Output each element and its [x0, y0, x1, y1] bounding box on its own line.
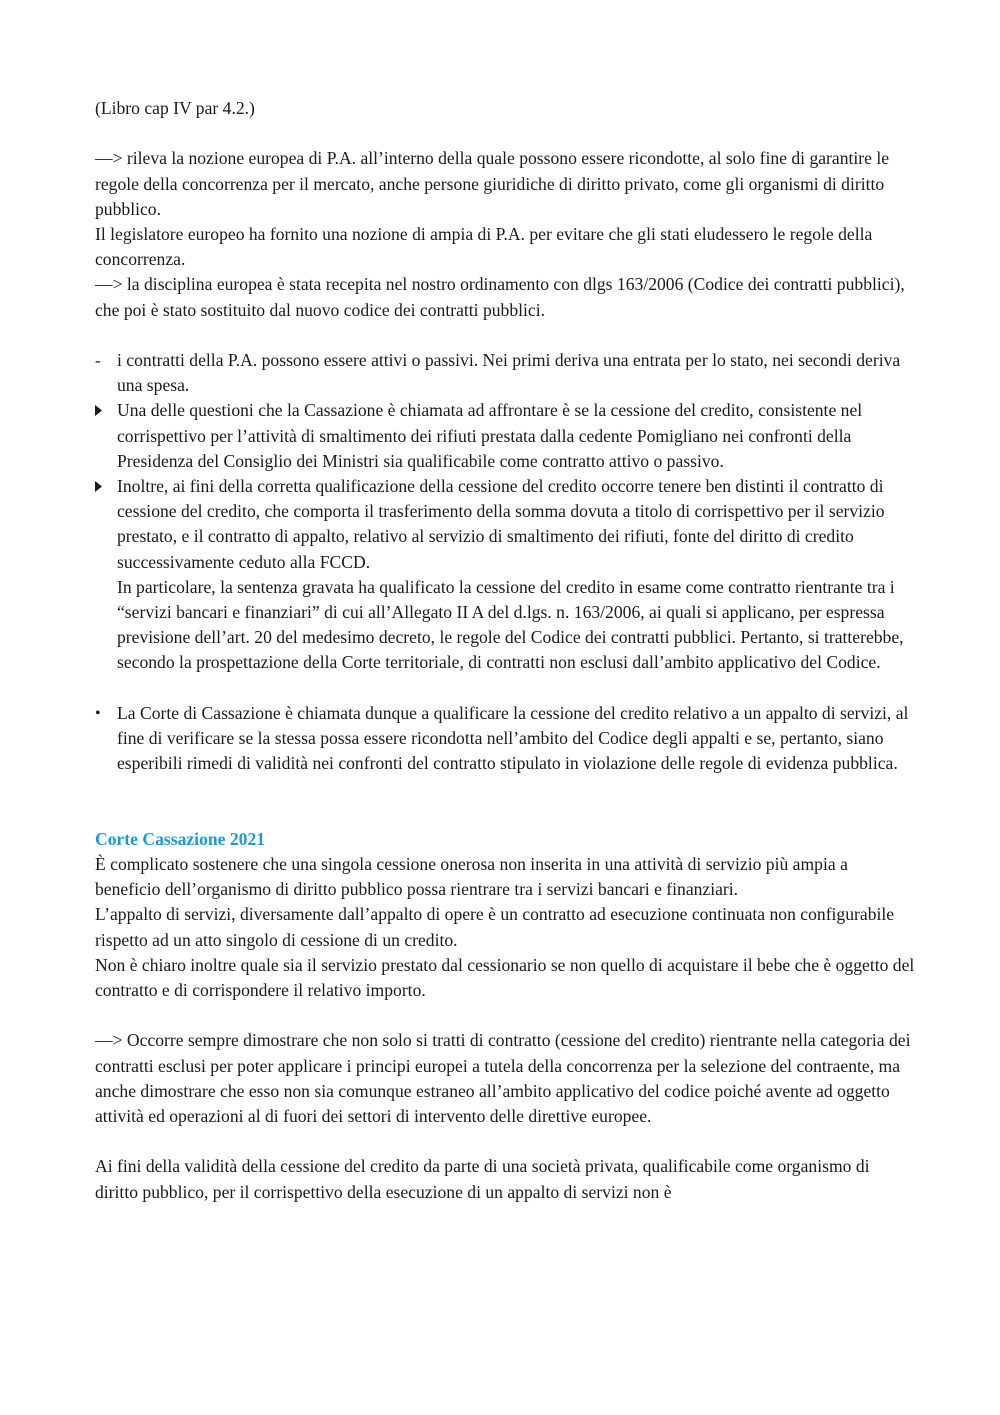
closing-paragraph: Ai fini della validità della cessione del credito da parte di una società privata, qualificabile come organismo di diritto pubblico, per il corrispettivo della esecuzione di un appalto di servizi non è — [95, 1156, 870, 1202]
section-paragraph-3: Non è chiaro inoltre quale sia il servizio prestato dal cessionario se non quello di acquistare il bebe che è oggetto del contratto e di corrispondere il relativo importo. — [95, 954, 915, 1001]
section-heading: Corte Cassazione 2021 — [95, 828, 266, 849]
triangle-bullet-icon — [95, 474, 109, 492]
chapter-reference: (Libro cap IV par 4.2.) — [95, 98, 255, 118]
intro-paragraph-1: —> rileva la nozione europea di P.A. all’interno della quale possono essere ricondotte, al solo fine di garantire le regole della concorrenza per il mercato, anche persone giuridiche di diritto privato, come gli organismi di diritto pubblico. — [95, 148, 890, 219]
list-item-text: La Corte di Cassazione è chiamata dunque a qualificare la cessione del credito relativo a un appalto di servizi, al fine di verificare se la stessa possa essere ricondotta nell’ambito del Codice degli appalti e se, pertanto, siano esperibili rimedi di validità nei confronti del contratto stipulato in violazione delle regole di evidenza pubblica. — [117, 702, 909, 774]
list-item — [95, 474, 915, 676]
list-item — [95, 701, 915, 777]
list-item-text: i contratti della P.A. possono essere attivi o passivi. Nei primi deriva una entrata per lo stato, nei secondi deriva una spesa. — [117, 350, 901, 396]
triangle-bullet-icon — [95, 398, 109, 416]
spacer — [95, 776, 915, 826]
list-item — [95, 398, 915, 474]
spacer — [95, 1003, 915, 1028]
section-arrow-paragraph: —> Occorre sempre dimostrare che non solo si tratti di contratto (cessione del credito) rientrante nella categoria dei contratti esclusi per poter applicare i principi europei a tutela della concorrenza per la selezione del contraente, ma anche dimostrare che esso non sia comunque estraneo all’ambito applicativo del codice poiché avente ad oggetto attività ed operazioni al di fuori dei settori di intervento delle direttive europee. — [95, 1030, 911, 1127]
intro-paragraph-3: —> la disciplina europea è stata recepita nel nostro ordinamento con dlgs 163/2006 (Codice dei contratti pubblici), che poi è stato sostituito dal nuovo codice dei contratti pubblici. — [95, 274, 905, 320]
bullet-dot-icon: • — [95, 704, 101, 722]
list-item — [95, 348, 915, 398]
spacer — [95, 323, 915, 348]
section-paragraph-1: È complicato sostenere che una singola cessione onerosa non inserita in una attività di servizio più ampia a beneficio dell’organismo di diritto pubblico possa rientrare tra i servizi bancari e finanziari. — [95, 854, 848, 900]
dash-marker-icon: - — [95, 351, 101, 370]
spacer — [95, 676, 915, 701]
list-item-text: Inoltre, ai fini della corretta qualificazione della cessione del credito occorre tenere ben distinti il contratto di cessione del credito, che comporta il trasferimento della somma dovuta a titolo di corrispettivo per il servizio prestato, e il contratto di appalto, relativo al servizio di smaltimento dei rifiuti, fonte del diritto di credito successivamente ceduto alla FCCD. — [117, 476, 885, 572]
list-item-continuation: In particolare, la sentenza gravata ha qualificato la cessione del credito in esame come contratto rientrante tra i “servizi bancari e finanziari” di cui all’Allegato II A del d.lgs. n. 163/2006, ai quali si applicano, per espressa previsione dell’art. 20 del medesimo decreto, le regole del Codice dei contratti pubblici. Pertanto, si tratterebbe, secondo la prospettazione della Corte territoriale, di contratti non esclusi dall’ambito applicativo del Codice. — [117, 576, 904, 673]
section-paragraph-2: L’appalto di servizi, diversamente dall’appalto di opere è un contratto ad esecuzione continuata non configurabile rispetto ad un atto singolo di cessione di un credito. — [95, 904, 895, 950]
intro-paragraph-2: Il legislatore europeo ha fornito una nozione di ampia di P.A. per evitare che gli stati eludessero le regole della concorrenza. — [95, 224, 873, 270]
document-page — [95, 96, 915, 1205]
list-item-text: Una delle questioni che la Cassazione è chiamata ad affrontare è se la cessione del credito, consistente nel corrispettivo per l’attività di smaltimento dei rifiuti prestata dalla cedente Pomigliano nei confronti della Presidenza del Consiglio dei Ministri sia qualificabile come contratto attivo o passivo. — [117, 400, 863, 471]
spacer — [95, 121, 915, 146]
spacer — [95, 1129, 915, 1154]
